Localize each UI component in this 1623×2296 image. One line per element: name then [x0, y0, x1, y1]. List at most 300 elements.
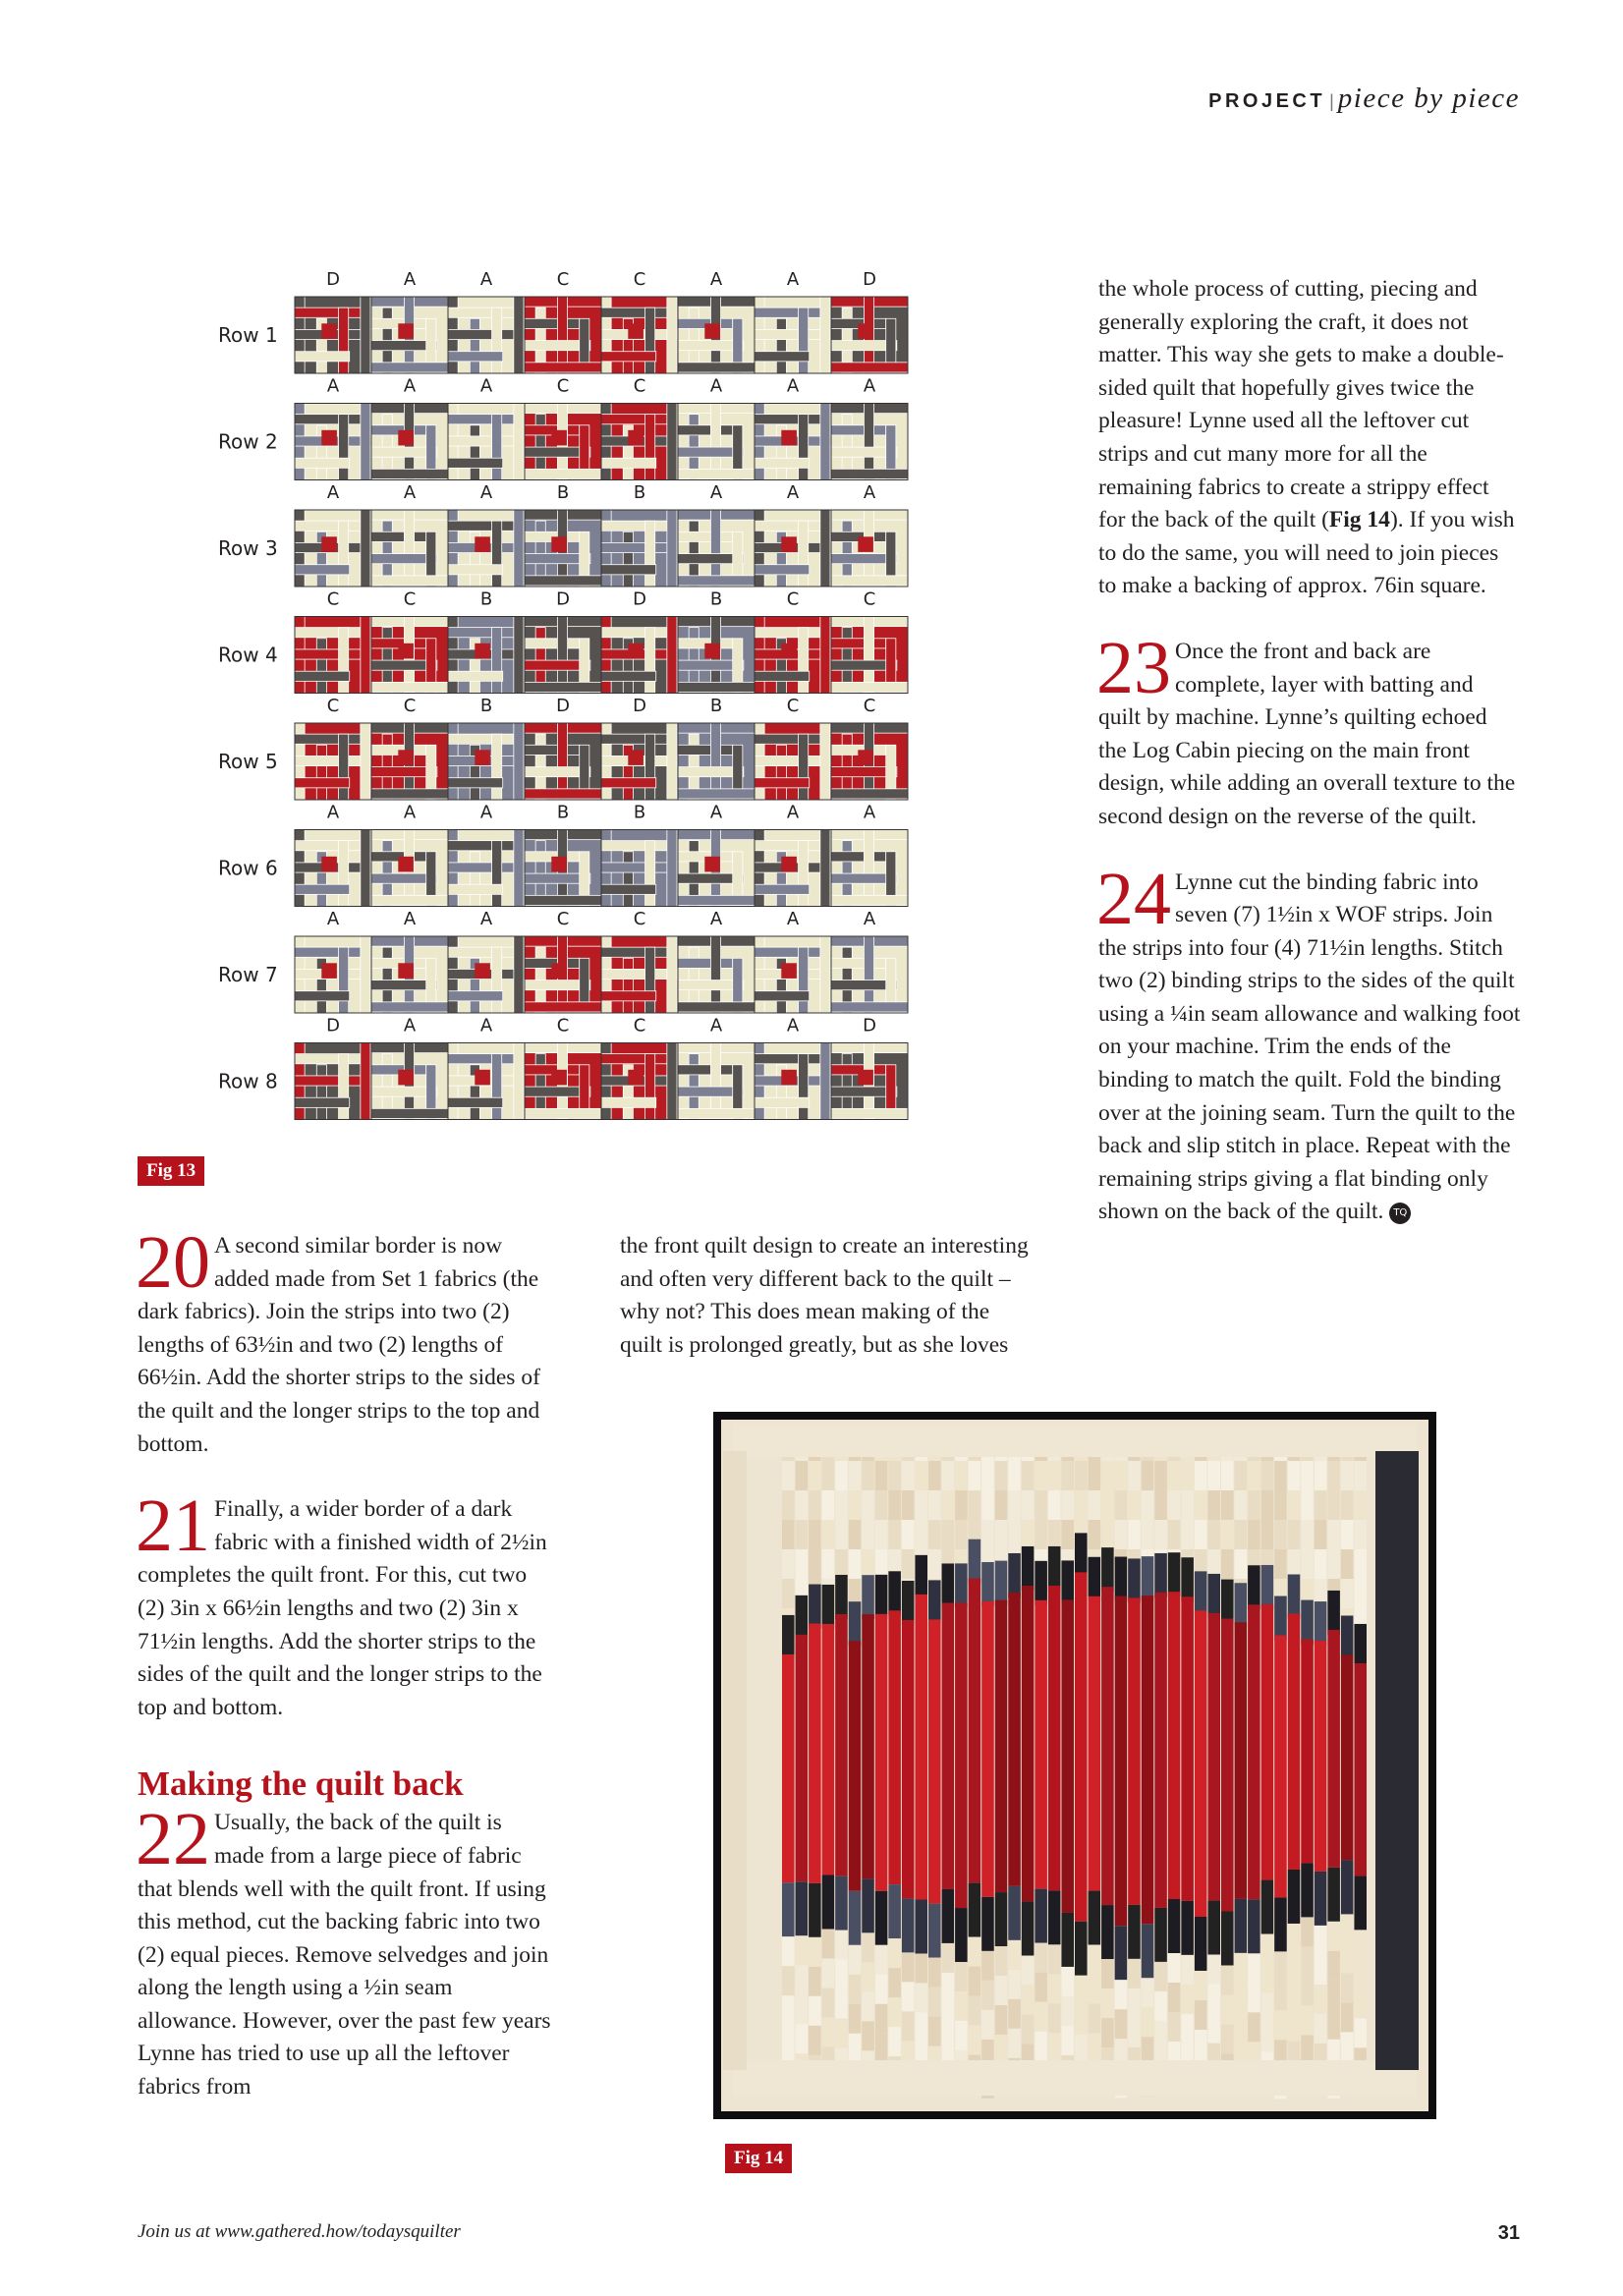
dark-piece [1061, 1560, 1074, 1604]
cream-piece [955, 2021, 968, 2050]
log-strip [295, 308, 361, 317]
log-strip [678, 682, 755, 692]
log-strip [448, 521, 514, 531]
block-letter: C [633, 269, 646, 290]
cream-piece [1195, 2000, 1207, 2030]
log-strip [601, 628, 667, 638]
dark-piece [902, 1581, 915, 1625]
cream-piece [1008, 1520, 1021, 1549]
log-cabin-block [755, 617, 831, 694]
dark-piece [1235, 1583, 1248, 1627]
cream-piece [1035, 1461, 1047, 1490]
cream-piece [1181, 2014, 1194, 2044]
cream-piece [969, 1461, 981, 1490]
cream-piece [969, 1996, 981, 2026]
log-strip [448, 415, 514, 424]
cream-piece [1142, 2007, 1154, 2037]
cream-piece [1128, 2018, 1141, 2047]
dark-piece [1315, 1601, 1327, 1646]
cream-piece [849, 1549, 862, 1579]
log-strip [831, 425, 886, 435]
log-strip [525, 789, 601, 799]
dark-piece [1075, 1533, 1088, 1577]
dark-piece [809, 1883, 821, 1937]
cream-piece [1128, 1461, 1141, 1490]
log-cabin-block [525, 297, 601, 373]
step-23-number: 23 [1096, 626, 1171, 709]
cream-piece [1235, 1461, 1248, 1490]
block-letter: A [403, 482, 417, 503]
cream-piece [1235, 1490, 1248, 1520]
cream-piece [782, 1461, 795, 1490]
dark-piece [1341, 1615, 1354, 1659]
cream-piece [809, 1461, 821, 1490]
log-cabin-block [755, 297, 831, 373]
log-strip [755, 458, 810, 468]
block-center [321, 323, 337, 339]
row-label: Row 3 [218, 536, 278, 560]
step-22-number: 22 [136, 1798, 210, 1881]
cream-piece [1315, 2014, 1327, 2044]
log-strip [831, 576, 908, 586]
cream-piece [1341, 1943, 1354, 1973]
cream-piece [1301, 2035, 1314, 2064]
log-cabin-block [371, 617, 448, 694]
red-piece [1035, 1600, 1047, 1889]
log-strip [339, 308, 349, 373]
log-strip [514, 936, 524, 1013]
dark-piece [835, 1876, 848, 1931]
block-center [551, 963, 567, 979]
cream-piece [1022, 1520, 1035, 1549]
dark-piece [1115, 1557, 1128, 1601]
cream-piece [1008, 1940, 1021, 1970]
cream-piece [942, 1461, 955, 1490]
log-strip [755, 1097, 810, 1107]
log-strip [864, 830, 873, 907]
cream-piece [995, 1946, 1008, 1976]
cream-piece [1274, 1951, 1287, 1981]
step-22 [136, 1798, 555, 2103]
log-strip [601, 521, 667, 531]
cream-piece [1327, 1549, 1340, 1579]
cream-piece [1168, 2012, 1181, 2042]
dark-piece [1075, 1922, 1088, 1976]
log-strip [645, 1054, 655, 1120]
log-strip [492, 415, 502, 480]
log-strip [525, 469, 601, 478]
cream-piece [1261, 1993, 1274, 2023]
cream-piece [1221, 1549, 1234, 1579]
cream-piece [995, 1976, 1008, 2005]
log-strip [831, 1002, 908, 1012]
cream-piece [809, 2026, 821, 2055]
cream-piece [1288, 1461, 1301, 1490]
dark-piece [1089, 1557, 1101, 1601]
cream-piece [822, 1461, 835, 1490]
cream-piece [809, 1937, 821, 1967]
fig14-tag: Fig 14 [725, 2144, 792, 2173]
block-letter: A [786, 269, 800, 290]
block-letter: A [479, 1015, 493, 1036]
cream-piece [1128, 1490, 1141, 1520]
cream-piece [1288, 1490, 1301, 1520]
cream-piece [835, 1461, 848, 1490]
log-cabin-block [601, 936, 678, 1013]
cream-piece [995, 1520, 1008, 1549]
log-strip [557, 297, 567, 373]
cream-piece [1221, 1966, 1234, 1995]
cream-piece [1341, 1520, 1354, 1549]
cream-piece [1089, 1520, 1101, 1549]
cream-piece [1128, 1988, 1141, 2018]
cream-piece [928, 1520, 941, 1549]
log-strip [667, 1043, 677, 1120]
dark-piece [1195, 1917, 1207, 1971]
log-strip [492, 1054, 502, 1120]
cream-piece [1288, 2012, 1301, 2042]
cream-piece [1142, 1520, 1154, 1549]
log-strip [492, 734, 502, 800]
red-piece [1075, 1572, 1088, 1921]
cream-piece [835, 1931, 848, 1960]
cream-piece [1048, 1944, 1061, 1974]
block-center [704, 323, 720, 339]
block-center [321, 963, 337, 979]
cream-piece [1354, 1549, 1367, 1579]
log-strip [295, 671, 350, 681]
log-strip [557, 723, 567, 800]
dark-piece [1288, 1870, 1301, 1924]
log-strip [525, 576, 601, 586]
block-letter: A [479, 802, 493, 823]
cream-piece [822, 1520, 835, 1549]
log-strip [339, 415, 349, 480]
cream-piece [1341, 1973, 1354, 2002]
red-piece [1061, 1599, 1074, 1913]
log-strip [361, 936, 370, 1013]
block-letter: A [709, 909, 723, 929]
footer-website: Join us at www.gathered.how/todaysquilter [138, 2221, 461, 2242]
log-cabin-block [295, 1043, 371, 1120]
cream-piece [981, 1951, 994, 1981]
dark-piece [981, 1897, 994, 1951]
red-piece [888, 1610, 901, 1884]
cream-piece [796, 1994, 809, 2024]
red-piece [822, 1624, 835, 1876]
log-strip [645, 521, 655, 587]
dark-piece [822, 1876, 835, 1930]
cream-piece [1168, 1490, 1181, 1520]
cream-piece [1248, 2012, 1260, 2042]
cream-piece [1315, 1926, 1327, 1955]
cream-piece [875, 1461, 888, 1490]
cream-piece [822, 2018, 835, 2047]
log-cabin-block [831, 510, 908, 587]
log-strip [678, 576, 755, 586]
log-cabin-block [525, 510, 601, 587]
cream-piece [796, 1935, 809, 1965]
block-center [475, 536, 490, 552]
log-strip [514, 1043, 524, 1120]
block-center [321, 857, 337, 872]
cream-piece [1207, 1955, 1220, 1985]
log-strip [295, 991, 350, 1001]
red-piece [1315, 1641, 1327, 1872]
log-strip [820, 1043, 830, 1120]
log-strip [470, 425, 479, 480]
block-center [781, 857, 797, 872]
log-strip [361, 404, 370, 480]
log-strip [755, 628, 820, 638]
cream-piece [835, 2019, 848, 2048]
block-letter: C [786, 696, 800, 716]
log-cabin-block [678, 830, 755, 907]
cream-piece [995, 1461, 1008, 1490]
log-strip [645, 841, 655, 907]
log-strip [295, 1097, 350, 1107]
log-cabin-block [755, 723, 831, 800]
dark-piece [862, 1878, 874, 1932]
log-strip [448, 308, 514, 317]
log-strip [678, 789, 755, 799]
red-piece [1261, 1604, 1274, 1880]
log-strip [601, 884, 656, 894]
log-cabin-block [525, 830, 601, 907]
log-strip [448, 436, 525, 446]
red-piece [1221, 1619, 1234, 1912]
dark-piece [1154, 1908, 1167, 1962]
cream-piece [1035, 2002, 1047, 2032]
cream-piece [1048, 1461, 1061, 1490]
block-center [704, 857, 720, 872]
cream-piece [1075, 1461, 1088, 1490]
log-cabin-block [831, 297, 908, 373]
cream-piece [981, 1490, 994, 1520]
log-strip [525, 363, 601, 372]
dark-piece [822, 1585, 835, 1629]
block-letter: A [403, 269, 417, 290]
cream-piece [849, 1520, 862, 1549]
cream-piece [1022, 1490, 1035, 1520]
cream-piece [928, 1549, 941, 1579]
log-cabin-block [678, 723, 755, 800]
cream-piece [1341, 1461, 1354, 1490]
red-piece [1235, 1622, 1248, 1899]
dark-piece [1154, 1553, 1167, 1597]
log-strip [831, 895, 908, 905]
red-piece [1301, 1640, 1314, 1864]
log-cabin-block [755, 510, 831, 587]
log-cabin-block [295, 936, 371, 1013]
cream-piece [928, 1490, 941, 1520]
cream-piece [1008, 1490, 1021, 1520]
block-letter: B [709, 696, 723, 716]
cream-piece [1354, 1930, 1367, 1959]
log-cabin-block [371, 830, 448, 907]
dark-piece [1101, 1905, 1114, 1959]
cream-piece [796, 1549, 809, 1579]
block-center [398, 857, 414, 872]
log-cabin-block [678, 297, 755, 373]
cream-piece [1327, 1490, 1340, 1520]
cream-piece [969, 1937, 981, 1967]
block-letter: A [403, 375, 417, 397]
cream-piece [1354, 1490, 1367, 1520]
cream-piece [1115, 1490, 1128, 1520]
dark-piece [888, 1571, 901, 1615]
log-strip [831, 363, 908, 372]
block-letter: B [479, 588, 493, 610]
cream-piece [835, 1549, 848, 1579]
cream-piece [1301, 2005, 1314, 2035]
cream-piece [1235, 1520, 1248, 1549]
log-strip [295, 458, 350, 468]
red-piece [1181, 1596, 1194, 1901]
cream-piece [981, 1520, 994, 1549]
log-strip [514, 617, 524, 694]
log-strip [448, 628, 514, 638]
text-column-1 [136, 1221, 555, 2104]
log-strip [601, 565, 656, 575]
cream-piece [809, 1996, 821, 2026]
log-strip [678, 895, 755, 905]
red-piece [1168, 1592, 1181, 1899]
dark-piece [1327, 1591, 1340, 1635]
red-piece [835, 1614, 848, 1876]
cream-piece [1142, 1978, 1154, 2007]
log-strip [371, 532, 426, 541]
cream-piece [1168, 1983, 1181, 2012]
block-letter: A [863, 375, 876, 397]
red-piece [1128, 1597, 1141, 1904]
cream-piece [1115, 1520, 1128, 1549]
log-strip [492, 521, 502, 587]
cream-piece [782, 1936, 795, 1966]
text-column-3 [1098, 273, 1521, 1229]
log-cabin-block [755, 830, 831, 907]
block-center [628, 323, 644, 339]
cream-piece [928, 1958, 941, 1988]
log-strip [831, 958, 886, 968]
log-cabin-block [678, 936, 755, 1013]
cream-piece [782, 1490, 795, 1520]
log-strip [361, 1043, 370, 1120]
log-strip [404, 510, 414, 587]
block-letter: C [556, 1015, 570, 1036]
log-strip [799, 734, 809, 800]
block-center [858, 750, 873, 765]
cream-piece [902, 1490, 915, 1520]
cream-piece [822, 1930, 835, 1959]
log-strip [601, 969, 678, 979]
cream-piece [1181, 1985, 1194, 2014]
block-letter: B [633, 482, 646, 503]
cream-piece [1221, 1520, 1234, 1549]
dark-piece [1022, 1546, 1035, 1591]
log-strip [799, 415, 809, 480]
block-letter: C [556, 375, 570, 397]
log-strip [678, 745, 733, 755]
red-piece [1115, 1596, 1128, 1927]
cream-piece [1341, 2002, 1354, 2032]
log-cabin-block [295, 404, 371, 480]
cream-piece [1008, 2029, 1021, 2058]
block-letter: C [326, 696, 340, 716]
cream-piece [888, 1461, 901, 1490]
cream-piece [796, 2024, 809, 2053]
log-cabin-block [295, 723, 371, 800]
cream-piece [1261, 1461, 1274, 1490]
log-cabin-block [525, 723, 601, 800]
log-strip [295, 649, 371, 659]
log-strip [601, 991, 656, 1001]
cream-piece [928, 1461, 941, 1490]
dark-piece [849, 1891, 862, 1945]
log-strip [371, 363, 448, 372]
step-22-continued-2 [1098, 273, 1521, 603]
log-strip [525, 895, 601, 905]
cream-piece [1022, 1986, 1035, 2015]
red-piece [862, 1614, 874, 1878]
cream-piece [1248, 1953, 1260, 1983]
cream-piece [942, 1943, 955, 1973]
cream-piece [1168, 1461, 1181, 1490]
dark-piece [1061, 1913, 1074, 1967]
dark-piece [915, 1555, 927, 1599]
block-center [475, 644, 490, 659]
step-22-text: Usually, the back of the quilt is made from a large piece of fabric that blends well with the quilt front. If using this method, cut the backing fabric into two (2) equal pieces. Remove selvedges and join along the length using a ½in seam allowance. However, over the past few years Lynne has tried to use up all the leftover fabrics from [138, 1810, 551, 2100]
cream-piece [1315, 1520, 1327, 1549]
dark-piece [1101, 1547, 1114, 1592]
block-letter: A [709, 1015, 723, 1036]
log-cabin-block [295, 830, 371, 907]
log-strip [295, 1054, 361, 1064]
text-column-2 [620, 1230, 1037, 1362]
log-strip [448, 671, 503, 681]
log-strip [678, 532, 733, 541]
cream-piece [955, 1991, 968, 2021]
cream-piece [849, 2034, 862, 2063]
block-letter: C [863, 588, 876, 610]
log-strip [820, 617, 830, 694]
step-20 [136, 1221, 555, 1461]
log-strip [645, 308, 655, 373]
cream-piece [995, 2035, 1008, 2064]
log-strip [755, 565, 810, 575]
log-strip [448, 329, 525, 339]
dark-piece [1195, 1571, 1207, 1615]
dark-piece [1248, 1899, 1260, 1953]
log-strip [755, 1054, 820, 1064]
cream-piece [1128, 1959, 1141, 1988]
block-center [398, 644, 414, 659]
block-letter: A [479, 269, 493, 290]
cream-piece [1248, 1983, 1260, 2012]
dark-piece [1274, 1897, 1287, 1951]
log-strip [448, 352, 503, 362]
cream-piece [1327, 1981, 1340, 2010]
cream-piece [1101, 1490, 1114, 1520]
log-strip [831, 789, 908, 799]
log-strip [525, 682, 601, 692]
log-cabin-block [755, 404, 831, 480]
cream-piece [1061, 1461, 1074, 1490]
log-cabin-block [525, 1043, 601, 1120]
log-strip [645, 734, 655, 800]
cream-piece [809, 1967, 821, 1996]
log-strip [667, 723, 677, 800]
